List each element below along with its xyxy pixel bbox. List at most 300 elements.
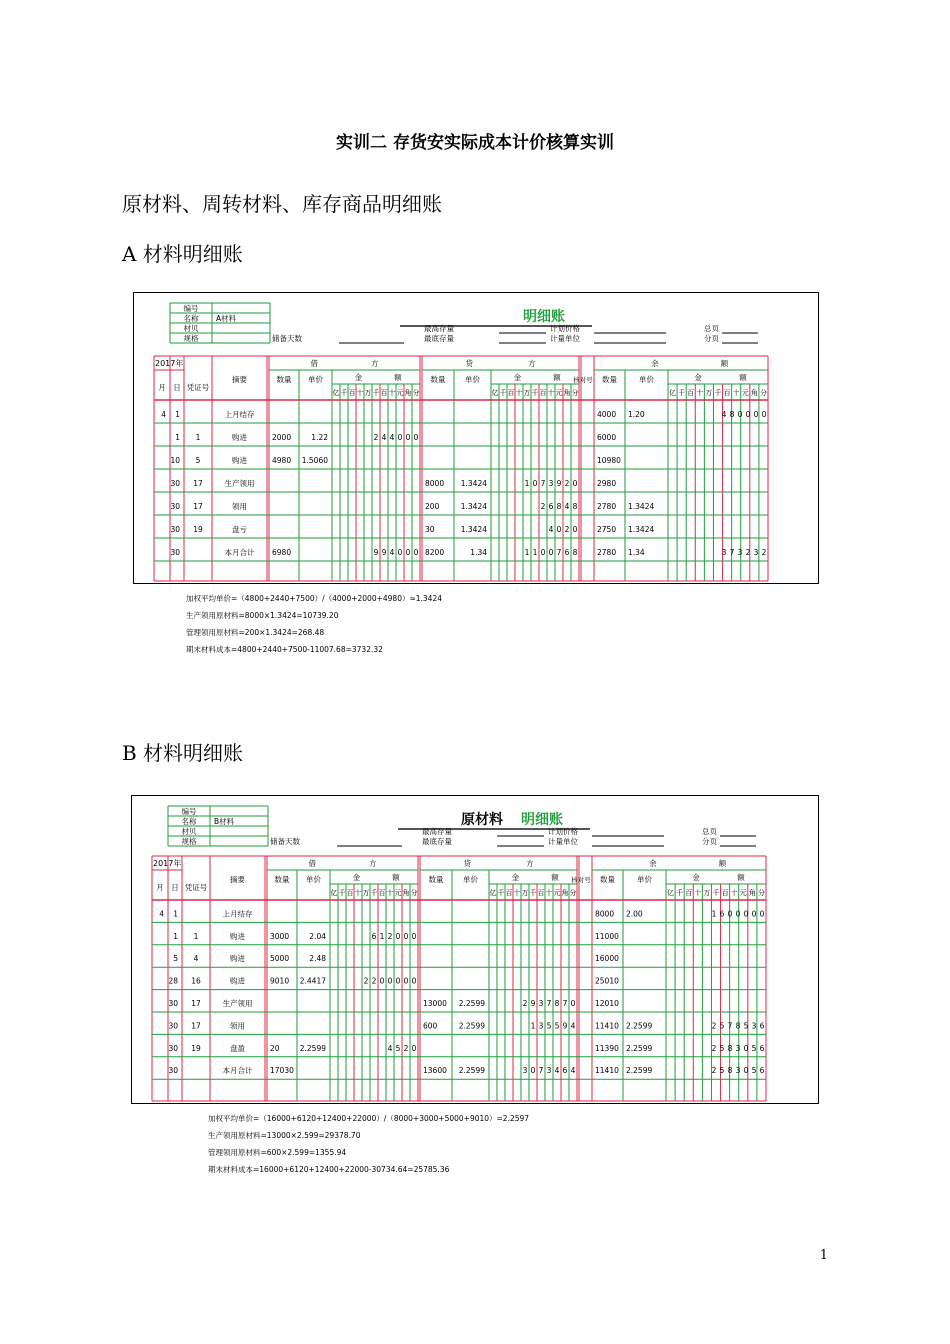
row-balance-price: 2.00	[626, 909, 643, 919]
amount-header: 额	[553, 373, 561, 382]
label-min-stock: 最底存量	[422, 837, 452, 846]
digit-header: 十	[513, 889, 521, 897]
price-header: 单价	[308, 375, 323, 384]
row-balance-qty: 11410	[595, 1021, 619, 1031]
amount-digit: 3	[548, 479, 554, 488]
digit-header: 元	[553, 889, 561, 897]
amount-digit: 7	[556, 548, 562, 557]
row-debit-qty: 5000	[270, 954, 290, 964]
label-sub-page: 分页	[702, 837, 717, 846]
digit-header: 十	[730, 889, 738, 897]
ledger-b-title-prefix: 原材料	[461, 812, 503, 828]
qty-header: 数量	[602, 375, 617, 384]
row-balance-qty: 2750	[597, 525, 617, 534]
balance-header: 余	[649, 859, 657, 868]
amount-digit: 2	[371, 976, 377, 986]
row-balance-price: 2.2599	[626, 1043, 653, 1053]
price-header: 单价	[465, 375, 480, 384]
day-header: 日	[173, 383, 181, 392]
amount-header: 金	[694, 373, 702, 382]
amount-digit: 0	[403, 976, 409, 986]
label-plan-price: 计划价格	[548, 827, 578, 836]
ledger-a-heading: A 材料明细账	[122, 242, 243, 266]
digit-header: 分	[759, 389, 767, 397]
balance-header: 余	[651, 359, 659, 368]
digit-header: 角	[561, 889, 569, 897]
row-summary: 领用	[230, 1021, 245, 1031]
digit-header: 十	[696, 389, 704, 397]
row-day: 10	[170, 456, 180, 465]
qty-header: 数量	[600, 875, 615, 884]
row-debit-qty: 4980	[272, 456, 292, 465]
row-voucher: 19	[191, 1043, 201, 1053]
digit-header: 元	[741, 389, 749, 397]
digit-header: 亿	[667, 889, 675, 897]
page-number: 1	[819, 1248, 828, 1263]
debit-header: 借	[308, 859, 317, 868]
direction-header: 方	[370, 359, 379, 368]
row-voucher: 17	[193, 479, 203, 488]
calc-line: 期末材料成本=16000+6120+12400+22000-30734.64=25785.36	[208, 1165, 450, 1174]
label-plan-price: 计划价格	[550, 324, 580, 333]
row-summary: 购进	[230, 954, 245, 964]
amount-digit: 2	[522, 999, 528, 1008]
digit-header: 亿	[491, 389, 499, 397]
row-debit-qty: 3000	[270, 931, 290, 941]
digit-header: 万	[523, 389, 531, 397]
amount-digit: 4	[387, 1043, 393, 1053]
amount-digit: 3	[721, 548, 727, 557]
digit-header: 万	[703, 889, 711, 897]
amount-digit: 8	[572, 548, 578, 557]
ledger-a-material-name: A材料	[216, 314, 237, 323]
digit-header: 百	[378, 889, 386, 897]
digit-header: 千	[370, 889, 378, 897]
row-summary: 本月合计	[222, 1066, 253, 1076]
label-max-stock: 最高存量	[422, 827, 452, 836]
amount-digit: 0	[761, 410, 767, 419]
row-balance-qty: 2780	[597, 548, 617, 557]
digit-header: 千	[499, 389, 507, 397]
row-debit-price: 1.5060	[301, 456, 328, 465]
row-balance-qty: 10980	[597, 456, 621, 465]
amount-digit: 0	[395, 976, 401, 986]
amount-digit: 0	[759, 909, 765, 919]
price-header: 单价	[637, 875, 652, 884]
amount-digit: 4	[389, 548, 395, 557]
amount-digit: 4	[564, 502, 570, 511]
balance-header: 额	[718, 859, 727, 868]
amount-digit: 2	[711, 1021, 717, 1031]
amount-digit: 0	[405, 548, 411, 557]
digit-header: 万	[362, 889, 370, 897]
digit-header: 百	[685, 889, 693, 897]
amount-digit: 6	[562, 1066, 568, 1076]
digit-header: 百	[721, 889, 729, 897]
row-balance-qty: 25010	[595, 976, 619, 986]
direction-header: 方	[368, 859, 377, 868]
amount-digit: 2	[403, 1043, 409, 1053]
row-day: 5	[173, 954, 178, 964]
amount-digit: 8	[727, 1066, 733, 1076]
check-header: 核对号	[571, 876, 591, 884]
digit-header: 百	[507, 389, 515, 397]
amount-digit: 6	[759, 1021, 765, 1031]
digit-header: 万	[521, 889, 529, 897]
amount-digit: 1	[524, 548, 530, 557]
amount-digit: 4	[570, 1066, 576, 1076]
digit-header: 十	[547, 389, 555, 397]
digit-header: 十	[354, 889, 362, 897]
calc-line: 生产领用原材料=8000×1.3424=10739.20	[186, 611, 339, 620]
amount-digit: 0	[743, 1066, 749, 1076]
calc-line: 加权平均单价=（16000+6120+12400+22000）/（8000+3000+5000+9010）=2.2597	[208, 1114, 530, 1123]
calc-line: 管理领用原材料=600×2.599=1355.94	[208, 1148, 347, 1157]
digit-header: 百	[348, 389, 356, 397]
amount-digit: 2	[564, 525, 570, 534]
page-title: 实训二 存货安实际成本计价核算实训	[336, 133, 614, 153]
amount-digit: 4	[389, 433, 395, 442]
amount-digit: 0	[532, 479, 538, 488]
digit-header: 亿	[332, 389, 340, 397]
digit-header: 十	[515, 389, 523, 397]
amount-header: 金	[692, 873, 700, 882]
digit-header: 千	[676, 889, 684, 897]
row-balance-qty: 2780	[597, 502, 617, 511]
digit-header: 十	[356, 389, 364, 397]
row-month: 4	[159, 909, 164, 919]
voucher-header: 凭证号	[186, 383, 210, 392]
amount-digit: 5	[751, 1043, 757, 1053]
row-summary: 上月结存	[222, 909, 253, 919]
amount-digit: 3	[538, 1021, 544, 1031]
amount-digit: 0	[403, 931, 409, 941]
qty-header: 数量	[430, 375, 446, 384]
header-label: 规格	[183, 334, 199, 343]
row-voucher: 1	[195, 433, 201, 442]
amount-digit: 0	[737, 410, 743, 419]
amount-digit: 1	[532, 548, 538, 557]
amount-digit: 0	[570, 999, 576, 1008]
row-day: 30	[170, 502, 180, 511]
digit-header: 十	[694, 889, 702, 897]
row-day: 30	[168, 999, 178, 1008]
row-summary: 购进	[232, 456, 247, 465]
amount-digit: 5	[743, 1021, 749, 1031]
amount-digit: 3	[522, 1066, 528, 1076]
direction-header: 方	[526, 859, 534, 868]
amount-digit: 5	[546, 1021, 552, 1031]
row-debit-price: 2.4417	[299, 976, 326, 986]
row-summary: 购进	[230, 931, 245, 941]
row-debit-qty: 20	[270, 1043, 280, 1053]
digit-header: 亿	[330, 889, 338, 897]
amount-digit: 5	[719, 1043, 725, 1053]
amount-header: 额	[394, 373, 402, 382]
digit-header: 千	[529, 889, 537, 897]
amount-digit: 7	[538, 1066, 544, 1076]
amount-header: 金	[513, 373, 522, 382]
digit-header: 角	[404, 389, 412, 397]
amount-digit: 8	[572, 502, 578, 511]
ledger-b-ledger-svg	[132, 796, 818, 1103]
row-day: 1	[173, 931, 178, 941]
amount-digit: 0	[745, 410, 751, 419]
row-credit-price: 1.3424	[460, 479, 487, 488]
row-summary: 上月结存	[224, 410, 255, 419]
digit-header: 分	[410, 889, 418, 897]
amount-digit: 8	[554, 999, 560, 1008]
amount-digit: 6	[548, 502, 554, 511]
row-credit-qty: 8200	[425, 548, 445, 557]
row-day: 30	[170, 525, 180, 534]
amount-digit: 0	[379, 976, 385, 986]
amount-digit: 0	[405, 433, 411, 442]
digit-header: 亿	[669, 389, 677, 397]
row-credit-qty: 600	[423, 1021, 438, 1031]
row-credit-price: 1.34	[470, 548, 487, 557]
amount-digit: 2	[540, 502, 546, 511]
header-label: 编号	[181, 807, 197, 816]
amount-digit: 0	[413, 548, 419, 557]
calc-line: 期末材料成本=4800+2440+7500-11007.68=3732.32	[186, 645, 383, 654]
row-summary: 生产领用	[222, 999, 253, 1008]
digit-header: 千	[678, 389, 686, 397]
amount-digit: 3	[735, 1066, 741, 1076]
row-credit-price: 2.2599	[458, 1066, 485, 1076]
amount-digit: 3	[751, 1021, 757, 1031]
credit-header: 贷	[465, 359, 473, 368]
row-day: 1	[173, 909, 178, 919]
amount-digit: 0	[572, 479, 578, 488]
amount-digit: 5	[719, 1066, 725, 1076]
amount-digit: 2	[711, 1066, 717, 1076]
row-debit-price: 2.2599	[299, 1043, 326, 1053]
row-summary: 购进	[230, 976, 245, 986]
digit-header: 角	[563, 389, 571, 397]
amount-digit: 5	[751, 1066, 757, 1076]
label-sub-page: 分页	[704, 334, 719, 343]
digit-header: 分	[571, 389, 579, 397]
amount-digit: 2	[711, 1043, 717, 1053]
header-label: 编号	[183, 304, 199, 313]
amount-digit: 0	[411, 931, 417, 941]
label-reserve-days: 储备天数	[272, 334, 302, 343]
header-label: 名称	[183, 314, 199, 323]
day-header: 日	[171, 883, 179, 892]
credit-header: 贷	[463, 859, 471, 868]
digit-header: 角	[402, 889, 410, 897]
qty-header: 数量	[274, 875, 290, 884]
label-max-stock: 最高存量	[424, 324, 454, 333]
amount-digit: 4	[548, 525, 554, 534]
ledger-b-material-name: B材料	[214, 817, 235, 826]
amount-digit: 7	[546, 999, 552, 1008]
amount-digit: 0	[572, 525, 578, 534]
row-month: 4	[161, 410, 166, 419]
row-voucher: 17	[193, 502, 203, 511]
amount-digit: 2	[564, 479, 570, 488]
row-balance-price: 2.2599	[626, 1066, 653, 1076]
row-day: 1	[175, 433, 180, 442]
digit-header: 分	[412, 389, 420, 397]
row-voucher: 17	[191, 1021, 201, 1031]
row-balance-qty: 16000	[595, 954, 619, 964]
amount-digit: 6	[719, 909, 725, 919]
ledger-a-ledger-svg	[134, 293, 818, 583]
amount-digit: 0	[743, 909, 749, 919]
label-unit: 计量单位	[550, 334, 580, 343]
digit-header: 元	[739, 889, 747, 897]
amount-digit: 5	[395, 1043, 401, 1053]
digit-header: 十	[732, 389, 740, 397]
row-day: 30	[168, 1021, 178, 1031]
row-debit-qty: 9010	[270, 976, 290, 986]
amount-digit: 1	[530, 1021, 536, 1031]
digit-header: 百	[687, 389, 695, 397]
row-balance-price: 1.3424	[628, 525, 655, 534]
row-summary: 生产领用	[224, 479, 255, 488]
row-summary: 领用	[232, 502, 247, 511]
amount-digit: 9	[373, 548, 379, 557]
qty-header: 数量	[276, 375, 292, 384]
amount-digit: 0	[735, 909, 741, 919]
amount-digit: 1	[379, 931, 385, 941]
amount-digit: 0	[387, 976, 393, 986]
amount-digit: 7	[540, 479, 546, 488]
digit-header: 千	[497, 889, 505, 897]
digit-header: 千	[712, 889, 720, 897]
direction-header: 方	[528, 359, 536, 368]
amount-digit: 4	[570, 1021, 576, 1031]
amount-digit: 0	[548, 548, 554, 557]
check-header: 核对号	[573, 376, 593, 384]
amount-digit: 2	[761, 548, 767, 557]
digit-header: 十	[388, 389, 396, 397]
voucher-header: 凭证号	[184, 883, 208, 892]
row-debit-price: 2.48	[309, 954, 326, 964]
row-debit-price: 2.04	[309, 931, 326, 941]
ledger-b-table	[131, 795, 819, 1104]
amount-digit: 6	[759, 1043, 765, 1053]
row-summary: 本月合计	[224, 548, 255, 557]
year-header: 2017年	[155, 359, 184, 368]
amount-header: 额	[739, 373, 747, 382]
row-balance-price: 1.20	[628, 410, 645, 419]
label-total-page: 总页	[704, 324, 719, 333]
amount-digit: 8	[729, 410, 735, 419]
amount-digit: 9	[381, 548, 387, 557]
amount-digit: 3	[737, 548, 743, 557]
amount-digit: 0	[556, 525, 562, 534]
amount-digit: 8	[735, 1021, 741, 1031]
digit-header: 万	[364, 389, 372, 397]
amount-header: 金	[511, 873, 520, 882]
amount-digit: 8	[556, 502, 562, 511]
digit-header: 百	[346, 889, 354, 897]
row-voucher: 5	[195, 456, 201, 465]
row-balance-qty: 4000	[597, 410, 617, 419]
section-heading: 原材料、周转材料、库存商品明细账	[122, 192, 442, 216]
amount-header: 额	[392, 873, 400, 882]
label-total-page: 总页	[702, 827, 717, 836]
amount-digit: 9	[562, 1021, 568, 1031]
amount-digit: 2	[363, 976, 369, 986]
row-balance-qty: 11410	[595, 1066, 619, 1076]
amount-digit: 3	[538, 999, 544, 1008]
row-credit-qty: 30	[425, 525, 435, 534]
amount-digit: 0	[743, 1043, 749, 1053]
summary-header: 摘要	[232, 375, 247, 384]
row-balance-qty: 11000	[595, 931, 619, 941]
row-credit-price: 2.2599	[458, 1021, 485, 1031]
row-credit-price: 1.3424	[460, 525, 487, 534]
debit-header: 借	[310, 359, 319, 368]
amount-digit: 0	[753, 410, 759, 419]
qty-header: 数量	[428, 875, 444, 884]
ledger-a-calculations	[186, 590, 442, 658]
price-header: 单价	[639, 375, 654, 384]
amount-digit: 4	[381, 433, 387, 442]
row-voucher: 17	[191, 999, 201, 1008]
amount-digit: 4	[721, 410, 727, 419]
amount-header: 金	[354, 373, 363, 382]
row-day: 28	[168, 976, 178, 986]
digit-header: 分	[569, 889, 577, 897]
amount-digit: 9	[530, 999, 536, 1008]
amount-digit: 0	[411, 976, 417, 986]
label-unit: 计量单位	[548, 837, 578, 846]
header-label: 名称	[181, 817, 197, 826]
amount-digit: 0	[413, 433, 419, 442]
digit-header: 十	[545, 889, 553, 897]
amount-digit: 2	[745, 548, 751, 557]
row-debit-qty: 2000	[272, 433, 292, 442]
row-summary: 盘盈	[230, 1043, 245, 1053]
ledger-a-table	[133, 292, 819, 584]
amount-digit: 1	[524, 479, 530, 488]
digit-header: 百	[537, 889, 545, 897]
row-voucher: 19	[193, 525, 203, 534]
amount-digit: 0	[727, 909, 733, 919]
amount-digit: 6	[759, 1066, 765, 1076]
amount-digit: 5	[554, 1021, 560, 1031]
digit-header: 元	[396, 389, 404, 397]
header-label: 材贝	[181, 827, 197, 836]
balance-header: 额	[720, 359, 729, 368]
row-credit-qty: 13600	[423, 1066, 447, 1076]
amount-digit: 0	[751, 909, 757, 919]
row-summary: 购进	[232, 433, 247, 442]
header-label: 材贝	[183, 324, 199, 333]
row-summary: 盘亏	[232, 525, 247, 534]
calc-line: 管理领用原材料=200×1.3424=268.48	[186, 628, 325, 637]
amount-digit: 2	[387, 931, 393, 941]
label-min-stock: 最底存量	[424, 334, 454, 343]
digit-header: 十	[386, 889, 394, 897]
amount-digit: 3	[735, 1043, 741, 1053]
row-voucher: 4	[193, 954, 199, 964]
amount-digit: 0	[397, 433, 403, 442]
amount-header: 金	[352, 873, 361, 882]
amount-digit: 7	[562, 999, 568, 1008]
digit-header: 亿	[489, 889, 497, 897]
digit-header: 元	[555, 389, 563, 397]
digit-header: 分	[757, 889, 765, 897]
row-voucher: 1	[193, 931, 199, 941]
digit-header: 百	[723, 389, 731, 397]
digit-header: 元	[394, 889, 402, 897]
